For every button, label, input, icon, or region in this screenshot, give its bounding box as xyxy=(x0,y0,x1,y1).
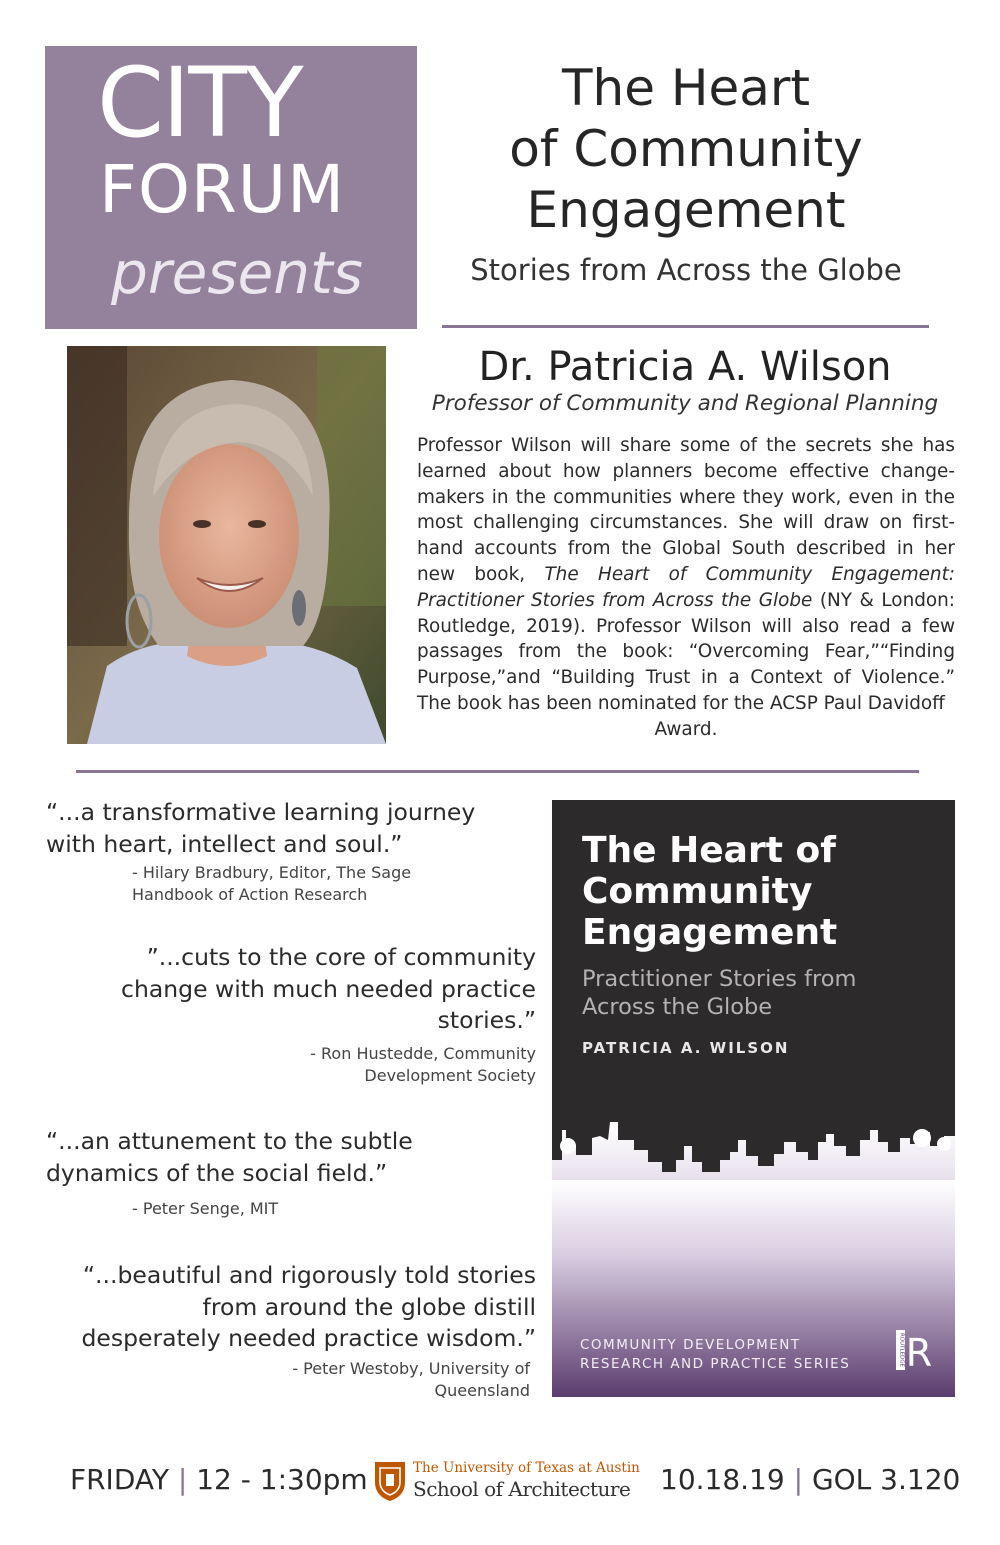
book-cover xyxy=(552,800,955,1397)
book-title-line: Engagement xyxy=(582,912,838,953)
quote-attribution xyxy=(132,1198,432,1220)
footer-separator: | xyxy=(177,1463,188,1496)
speaker-name: Dr. Patricia A. Wilson xyxy=(478,344,892,390)
quote-line: change with much needed practice xyxy=(121,974,536,1003)
quote-attribution xyxy=(230,1358,530,1401)
book-title-line: The Heart of xyxy=(582,830,836,871)
speaker-title: Professor of Community and Regional Planning xyxy=(431,391,939,416)
attribution-line: - Ron Hustedde, Community xyxy=(310,1044,536,1063)
divider xyxy=(442,325,929,328)
book-subtitle-line: Practitioner Stories from xyxy=(582,966,857,992)
ut-seal-icon xyxy=(373,1460,407,1502)
quote-attribution xyxy=(236,1043,536,1086)
book-title-line: Community xyxy=(582,871,813,912)
footer-room: GOL 3.120 xyxy=(811,1463,961,1496)
book-subtitle xyxy=(582,965,942,1021)
quote-text xyxy=(50,1260,536,1355)
event-abstract xyxy=(417,433,955,743)
attribution-line: - Peter Senge, MIT xyxy=(132,1199,279,1218)
routledge-r: R xyxy=(905,1331,932,1372)
book-author: PATRICIA A. WILSON xyxy=(582,1039,790,1057)
footer-time: 12 - 1:30pm xyxy=(196,1463,368,1496)
quote-line: “...beautiful and rigorously told stories xyxy=(82,1261,536,1289)
book-subtitle-line: Across the Globe xyxy=(582,994,773,1020)
abstract-last-line: Award. xyxy=(654,718,718,740)
book-series xyxy=(580,1336,880,1374)
ut-university-name: The University of Texas at Austin xyxy=(413,1460,640,1476)
quote-line: with heart, intellect and soul.” xyxy=(46,829,403,858)
book-series-line: RESEARCH AND PRACTICE SERIES xyxy=(580,1356,851,1372)
city-word: CITY xyxy=(97,47,302,159)
quote-line: desperately needed practice wisdom.” xyxy=(81,1324,536,1352)
routledge-logo-icon xyxy=(896,1328,932,1372)
abstract-rest: (NY & London: Routledge, 2019). Professor Wilson will also read a few passages from the book: “Overcoming Fear,”“Finding Purpose,”and “Building Trust in a Context of Violence.” The book has been nominated for the ACSP Paul Davidoff xyxy=(417,589,955,714)
quote-text xyxy=(46,1126,526,1189)
book-series-line: COMMUNITY DEVELOPMENT xyxy=(580,1337,801,1353)
quote-line: from around the globe distill xyxy=(202,1292,536,1321)
footer-separator: | xyxy=(793,1463,804,1496)
book-title xyxy=(582,830,942,953)
attribution-line: Handbook of Action Research xyxy=(132,884,368,904)
quote-text xyxy=(90,942,536,1037)
quote-line: dynamics of the social field.” xyxy=(46,1158,388,1187)
forum-word: FORUM xyxy=(99,151,346,228)
event-title-line: The Heart xyxy=(561,59,811,117)
quote-line: “...a transformative learning journey xyxy=(46,798,476,826)
event-title-line: Engagement xyxy=(526,181,846,239)
divider xyxy=(76,770,919,773)
event-title xyxy=(440,58,932,241)
presents-word: presents xyxy=(111,239,363,307)
attribution-line: - Peter Westoby, University of xyxy=(292,1359,530,1378)
quote-line: ”...cuts to the core of community xyxy=(146,943,536,971)
city-forum-logo-box xyxy=(45,46,417,329)
ut-school-name: School of Architecture xyxy=(413,1477,631,1501)
attribution-line: - Hilary Bradbury, Editor, The Sage xyxy=(132,863,412,882)
quote-line: stories.” xyxy=(437,1006,536,1034)
footer-day-time xyxy=(70,1460,368,1500)
quote-attribution xyxy=(132,862,432,905)
footer-date: 10.18.19 xyxy=(660,1463,785,1496)
quote-line: “...an attunement to the subtle xyxy=(46,1127,413,1155)
event-title-line: of Community xyxy=(509,120,863,178)
footer-date-location xyxy=(660,1460,960,1500)
routledge-vertical-text: ROUTLEDGE xyxy=(898,1332,905,1368)
attribution-line: Queensland xyxy=(434,1380,530,1400)
abstract-intro: Professor Wilson will share some of the secrets she has learned about how planners become effective change-makers in the communities where they work, even in the most challenging circumstances. She will draw on first-hand accounts from the Global South described in her new book, xyxy=(417,435,955,585)
footer-day: FRIDAY xyxy=(70,1463,169,1496)
quote-text xyxy=(46,797,526,860)
event-subtitle: Stories from Across the Globe xyxy=(470,253,902,287)
abstract-book-title: The Heart of Community Engagement: Practitioner Stories from Across the Globe xyxy=(417,563,955,611)
attribution-line: Development Society xyxy=(364,1065,536,1085)
speaker-portrait xyxy=(67,346,386,744)
